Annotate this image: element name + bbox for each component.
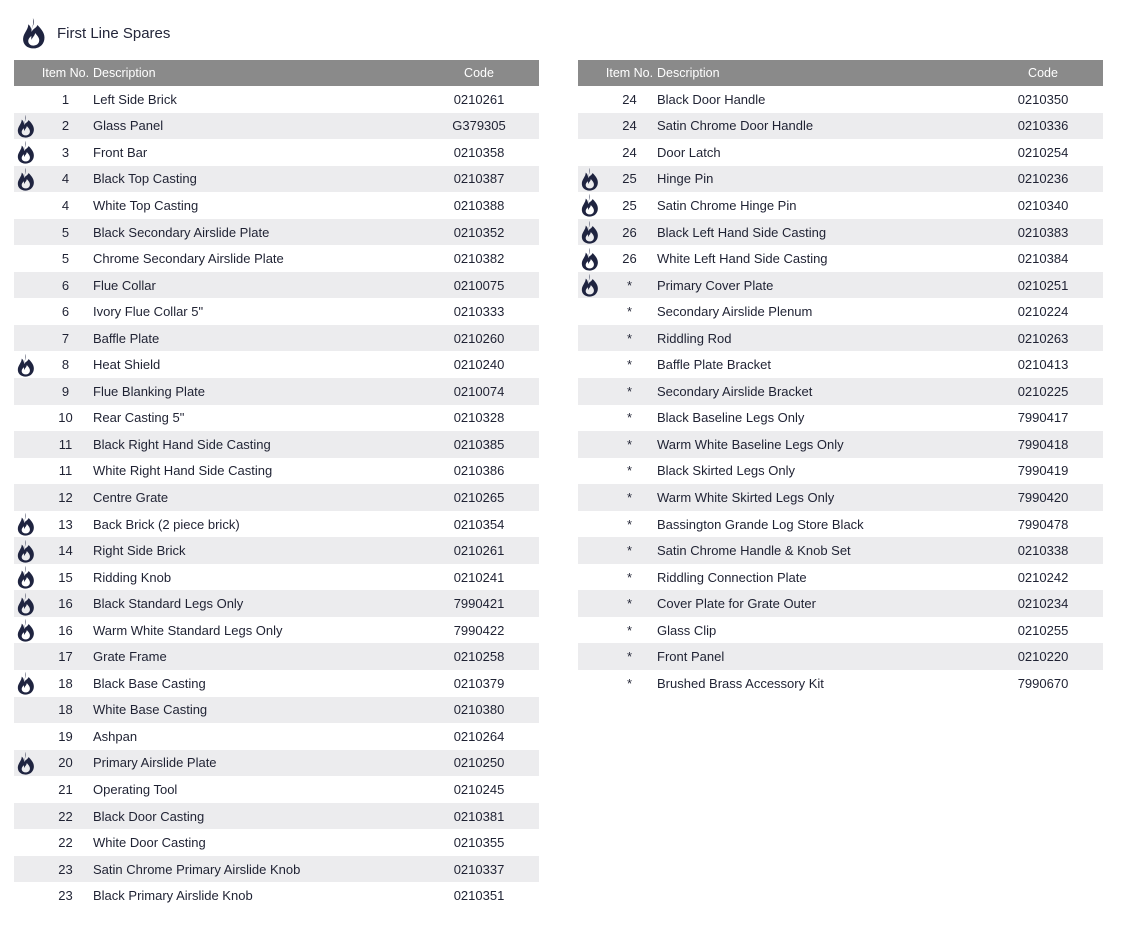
item-description: Glass Panel [93,118,164,134]
table-row [14,484,539,511]
item-number: 21 [58,781,73,797]
item-number: 15 [58,569,73,585]
item-description: Baffle Plate [93,330,160,346]
table-row [14,431,539,458]
item-description: Right Side Brick [93,543,186,559]
item-code: 7990670 [1017,675,1069,691]
table-row [14,697,539,724]
table-row [14,351,539,378]
item-number: * [626,277,633,293]
item-code: 0210224 [1017,304,1069,320]
flame-icon [579,247,601,271]
table-row [578,458,1103,485]
item-number: * [626,410,633,426]
item-code: 0210220 [1017,649,1069,665]
item-description: Baffle Plate Bracket [657,357,771,373]
item-number: * [626,304,633,320]
table-row [14,458,539,485]
table-row [14,245,539,272]
item-number: 19 [58,728,73,744]
item-code: 7990417 [1017,410,1069,426]
item-number: 17 [58,649,73,665]
item-description: Satin Chrome Primary Airslide Knob [93,861,301,877]
item-number: * [626,489,633,505]
page-header [20,16,170,50]
item-description: Black Skirted Legs Only [657,463,796,479]
item-number: 16 [58,622,73,638]
table-header-row [578,60,1103,86]
table-row [14,298,539,325]
item-number: * [626,463,633,479]
item-description: Cover Plate for Grate Outer [657,596,816,612]
item-number: 26 [622,224,637,240]
table-row [578,643,1103,670]
item-number: 24 [622,91,637,107]
item-number: 4 [61,197,70,213]
table-row [14,511,539,538]
item-code: 0210240 [453,357,505,373]
item-description: Black Standard Legs Only [93,596,244,612]
item-description: Front Panel [657,649,725,665]
flame-icon [579,273,601,297]
table-row [578,564,1103,591]
header-code: Code [1028,66,1058,80]
item-code: 0210236 [1017,171,1069,187]
table-row [578,511,1103,538]
item-number: 25 [622,197,637,213]
item-number: 12 [58,489,73,505]
item-code: 0210075 [453,277,505,293]
table-row [14,272,539,299]
item-number: 24 [622,118,637,134]
item-number: 4 [61,171,70,187]
table-row [14,750,539,777]
item-description: Grate Frame [93,649,167,665]
item-code: 0210264 [453,728,505,744]
item-number: 6 [61,277,70,293]
item-code: 7990420 [1017,489,1069,505]
item-code: 0210355 [453,835,505,851]
item-description: Black Baseline Legs Only [657,410,805,426]
item-description: White Door Casting [93,835,206,851]
table-row [578,537,1103,564]
item-number: 11 [58,463,73,479]
item-code: 0210338 [1017,543,1069,559]
item-code: 0210263 [1017,330,1069,346]
item-description: Black Primary Airslide Knob [93,888,253,904]
item-number: 22 [58,808,73,824]
item-number: 5 [61,251,70,267]
item-code: 0210225 [1017,383,1069,399]
item-code: 0210245 [453,781,505,797]
item-code: 0210350 [1017,91,1069,107]
item-description: Door Latch [657,144,721,160]
item-description: Glass Clip [657,622,717,638]
flame-icon [579,193,601,217]
item-code: 0210234 [1017,596,1069,612]
item-description: Black Top Casting [93,171,197,187]
item-number: * [626,675,633,691]
item-code: 0210379 [453,675,505,691]
table-row [578,351,1103,378]
flame-icon [15,671,37,695]
item-number: 1 [61,91,70,107]
item-description: Satin Chrome Handle & Knob Set [657,543,851,559]
flame-icon [15,353,37,377]
item-code: 0210382 [453,251,505,267]
table-row [14,86,539,113]
item-number: 11 [58,436,73,452]
item-code: 0210074 [453,383,505,399]
item-description: Rear Casting 5" [93,410,185,426]
item-code: 0210385 [453,436,505,452]
table-row [578,272,1103,299]
item-number: 23 [58,888,73,904]
item-code: 7990418 [1017,436,1069,452]
table-row [14,643,539,670]
item-description: Centre Grate [93,489,169,505]
item-number: 9 [61,383,70,399]
spares-table-left [14,60,539,909]
item-description: Black Door Casting [93,808,205,824]
flame-icon [579,167,601,191]
item-description: Black Door Handle [657,91,766,107]
item-description: Black Left Hand Side Casting [657,224,827,240]
table-row [578,431,1103,458]
table-row [14,166,539,193]
item-code: G379305 [452,118,506,134]
item-code: 0210351 [453,888,505,904]
item-description: Black Base Casting [93,675,206,691]
item-description: Operating Tool [93,781,178,797]
item-number: 23 [58,861,73,877]
item-description: White Top Casting [93,197,199,213]
flame-icon [15,539,37,563]
table-row [578,139,1103,166]
item-code: 0210380 [453,702,505,718]
table-row [14,192,539,219]
table-row [14,590,539,617]
table-row [578,166,1103,193]
item-description: Satin Chrome Hinge Pin [657,197,797,213]
item-number: 13 [58,516,73,532]
item-description: Left Side Brick [93,91,177,107]
item-description: White Left Hand Side Casting [657,251,828,267]
item-code: 0210261 [453,543,505,559]
item-number: * [626,596,633,612]
flame-icon [20,17,48,49]
flame-icon [15,114,37,138]
item-code: 0210381 [453,808,505,824]
item-code: 0210384 [1017,251,1069,267]
header-item-no: Item No. [605,66,654,80]
item-number: 22 [58,835,73,851]
table-row [14,139,539,166]
item-code: 0210255 [1017,622,1069,638]
item-number: * [626,357,633,373]
item-number: * [626,543,633,559]
table-row [14,723,539,750]
flame-icon [15,167,37,191]
table-row [578,298,1103,325]
item-number: 24 [622,144,637,160]
table-row [14,617,539,644]
item-number: * [626,516,633,532]
header-description: Description [93,66,156,80]
table-row [578,670,1103,697]
item-code: 0210352 [453,224,505,240]
flame-icon [15,751,37,775]
table-row [578,245,1103,272]
item-number: 18 [58,702,73,718]
item-description: Front Bar [93,144,148,160]
item-description: Primary Airslide Plate [93,755,217,771]
item-description: Warm White Standard Legs Only [93,622,283,638]
item-code: 0210333 [453,304,505,320]
table-row [14,325,539,352]
item-number: 2 [61,118,70,134]
item-number: 18 [58,675,73,691]
item-code: 0210242 [1017,569,1069,585]
item-number: 6 [61,304,70,320]
item-number: * [626,330,633,346]
table-row [578,378,1103,405]
item-code: 0210241 [453,569,505,585]
item-description: Brushed Brass Accessory Kit [657,675,824,691]
table-row [578,192,1103,219]
table-row [14,405,539,432]
item-description: Flue Blanking Plate [93,383,206,399]
item-code: 0210265 [453,489,505,505]
item-description: Chrome Secondary Airslide Plate [93,251,284,267]
item-code: 7990478 [1017,516,1069,532]
item-description: Riddling Rod [657,330,732,346]
item-description: Satin Chrome Door Handle [657,118,814,134]
item-number: 3 [61,144,70,160]
item-number: * [626,649,633,665]
flame-icon [15,592,37,616]
table-row [14,803,539,830]
item-code: 0210413 [1017,357,1069,373]
item-number: 7 [61,330,70,346]
table-row [14,113,539,140]
table-row [14,829,539,856]
table-row [14,378,539,405]
item-description: Flue Collar [93,277,156,293]
item-description: Ridding Knob [93,569,172,585]
table-row [14,882,539,909]
item-description: Hinge Pin [657,171,714,187]
item-code: 0210388 [453,197,505,213]
flame-icon [579,220,601,244]
item-description: Ivory Flue Collar 5" [93,304,204,320]
flame-icon [15,565,37,589]
item-code: 0210254 [1017,144,1069,160]
item-description: Secondary Airslide Bracket [657,383,813,399]
item-description: Black Right Hand Side Casting [93,436,271,452]
item-description: White Right Hand Side Casting [93,463,273,479]
item-number: * [626,383,633,399]
item-number: 10 [58,410,73,426]
item-number: 16 [58,596,73,612]
item-description: Warm White Skirted Legs Only [657,489,835,505]
table-row [578,113,1103,140]
table-header-row [14,60,539,86]
flame-icon [15,618,37,642]
table-row [14,670,539,697]
item-code: 0210260 [453,330,505,346]
item-code: 7990419 [1017,463,1069,479]
table-row [14,776,539,803]
table-row [578,325,1103,352]
item-code: 7990422 [453,622,505,638]
item-number: 8 [61,357,70,373]
table-row [14,856,539,883]
item-code: 0210251 [1017,277,1069,293]
item-code: 0210258 [453,649,505,665]
header-code: Code [464,66,494,80]
item-description: Ashpan [93,728,138,744]
item-code: 0210358 [453,144,505,160]
table-row [14,219,539,246]
header-item-no: Item No. [41,66,90,80]
item-number: 20 [58,755,73,771]
item-description: Warm White Baseline Legs Only [657,436,844,452]
table-row [14,537,539,564]
table-row [578,590,1103,617]
item-description: White Base Casting [93,702,208,718]
table-row [578,617,1103,644]
table-row [578,405,1103,432]
item-code: 0210387 [453,171,505,187]
item-description: Black Secondary Airslide Plate [93,224,270,240]
item-number: 14 [58,543,73,559]
item-code: 0210386 [453,463,505,479]
item-number: * [626,436,633,452]
header-description: Description [657,66,720,80]
item-number: * [626,569,633,585]
item-code: 0210328 [453,410,505,426]
item-code: 0210354 [453,516,505,532]
item-code: 0210383 [1017,224,1069,240]
item-number: 25 [622,171,637,187]
table-row [578,219,1103,246]
item-description: Riddling Connection Plate [657,569,807,585]
item-code: 0210340 [1017,197,1069,213]
item-code: 0210336 [1017,118,1069,134]
table-row [578,484,1103,511]
table-row [578,86,1103,113]
item-number: 5 [61,224,70,240]
spares-table-right [578,60,1103,697]
item-number: 26 [622,251,637,267]
item-code: 0210337 [453,861,505,877]
item-description: Secondary Airslide Plenum [657,304,813,320]
item-description: Back Brick (2 piece brick) [93,516,240,532]
item-code: 0210250 [453,755,505,771]
flame-icon [15,140,37,164]
item-description: Bassington Grande Log Store Black [657,516,864,532]
page-title: First Line Spares [57,24,171,42]
item-description: Primary Cover Plate [657,277,774,293]
table-row [14,564,539,591]
item-code: 0210261 [453,91,505,107]
item-description: Heat Shield [93,357,161,373]
item-number: * [626,622,633,638]
flame-icon [15,512,37,536]
item-code: 7990421 [453,596,505,612]
